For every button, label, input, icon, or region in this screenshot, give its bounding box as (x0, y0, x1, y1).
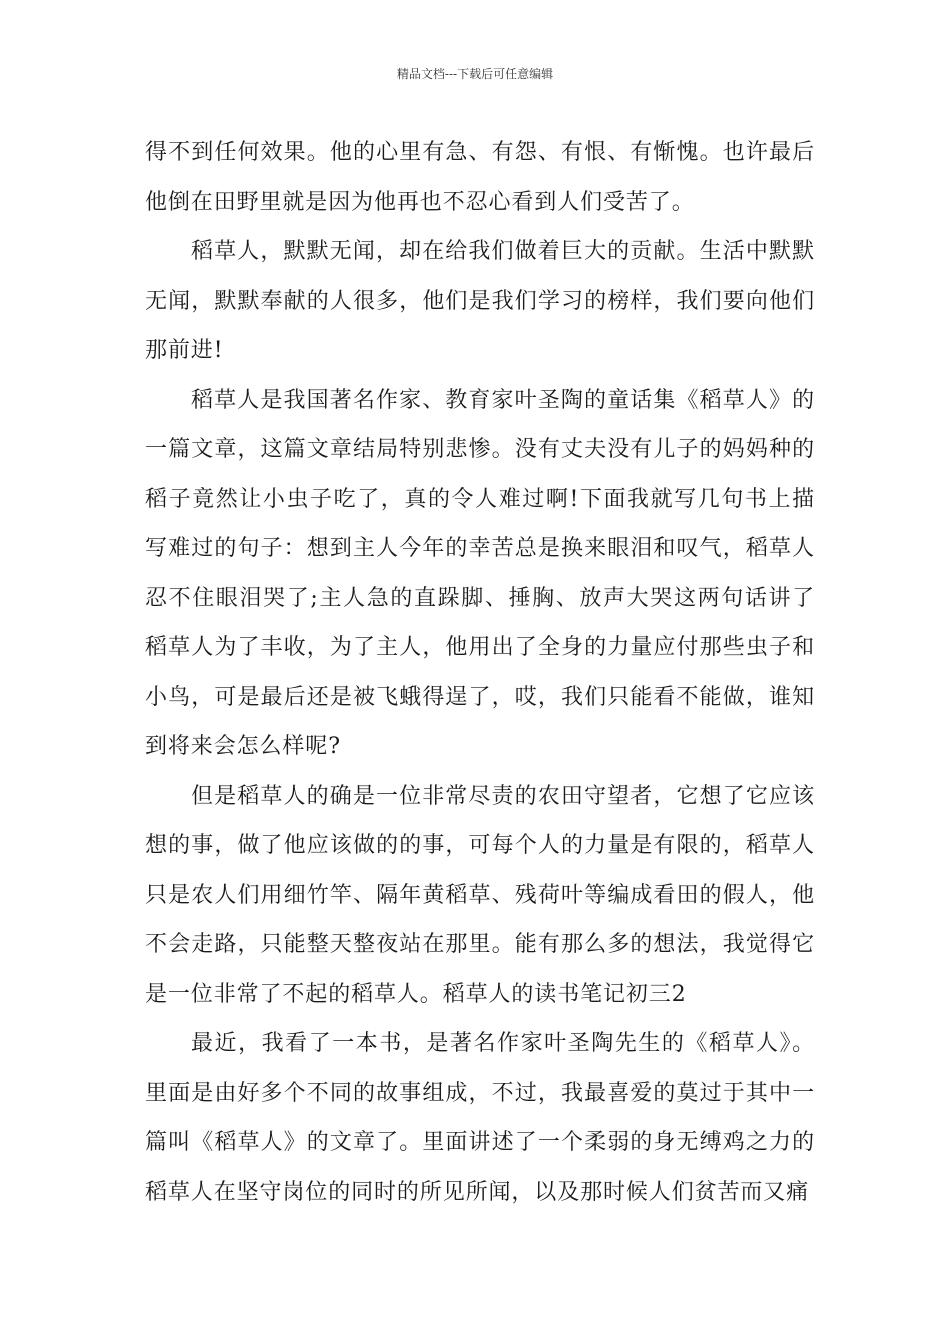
paragraph: 稻草人是我国著名作家、教育家叶圣陶的童话集《稻草人》的一篇文章，这篇文章结局特别悲惨。没有丈夫没有儿子的妈妈种的稻子竟然让小虫子吃了，真的令人难过啊!下面我就写几句书上描写难过的句子：想到主人今年的幸苦总是换来眼泪和叹气，稻草人忍不住眼泪哭了;主人急的直跺脚、捶胸、放声大哭这两句话讲了稻草人为了丰收，为了主人，他用出了全身的力量应付那些虫子和小鸟，可是最后还是被飞蛾得逞了，哎，我们只能看不能做，谁知到将来会怎么样呢? (145, 387, 815, 759)
paragraph: 但是稻草人的确是一位非常尽责的农田守望者，它想了它应该想的事，做了他应该做的的事，可每个人的力量是有限的，稻草人只是农人们用细竹竿、隔年黄稻草、残荷叶等编成看田的假人，他不会走路，只能整天整夜站在那里。能有那么多的想法，我觉得它是一位非常了不起的稻草人。稻草人的读书笔记初三2 (145, 783, 815, 1007)
paragraph-continued: 得不到任何效果。他的心里有急、有怨、有恨、有惭愧。也许最后他倒在田野里就是因为他再也不忍心看到人们受苦了。 (145, 140, 815, 215)
paragraph: 稻草人，默默无闻，却在给我们做着巨大的贡献。生活中默默无闻，默默奉献的人很多，他们是我们学习的榜样，我们要向他们那前进! (145, 239, 815, 363)
paragraph: 最近，我看了一本书，是著名作家叶圣陶先生的《稻草人》。里面是由好多个不同的故事组成，不过，我最喜爱的莫过于其中一篇叫《稻草人》的文章了。里面讲述了一个柔弱的身无缚鸡之力的稻草人在坚守岗位的同时的所见所闻，以及那时候人们贫苦而又痛 (145, 1031, 815, 1205)
page-header: 精品文档---下载后可任意编辑 (396, 67, 554, 81)
document-body (145, 128, 815, 1217)
